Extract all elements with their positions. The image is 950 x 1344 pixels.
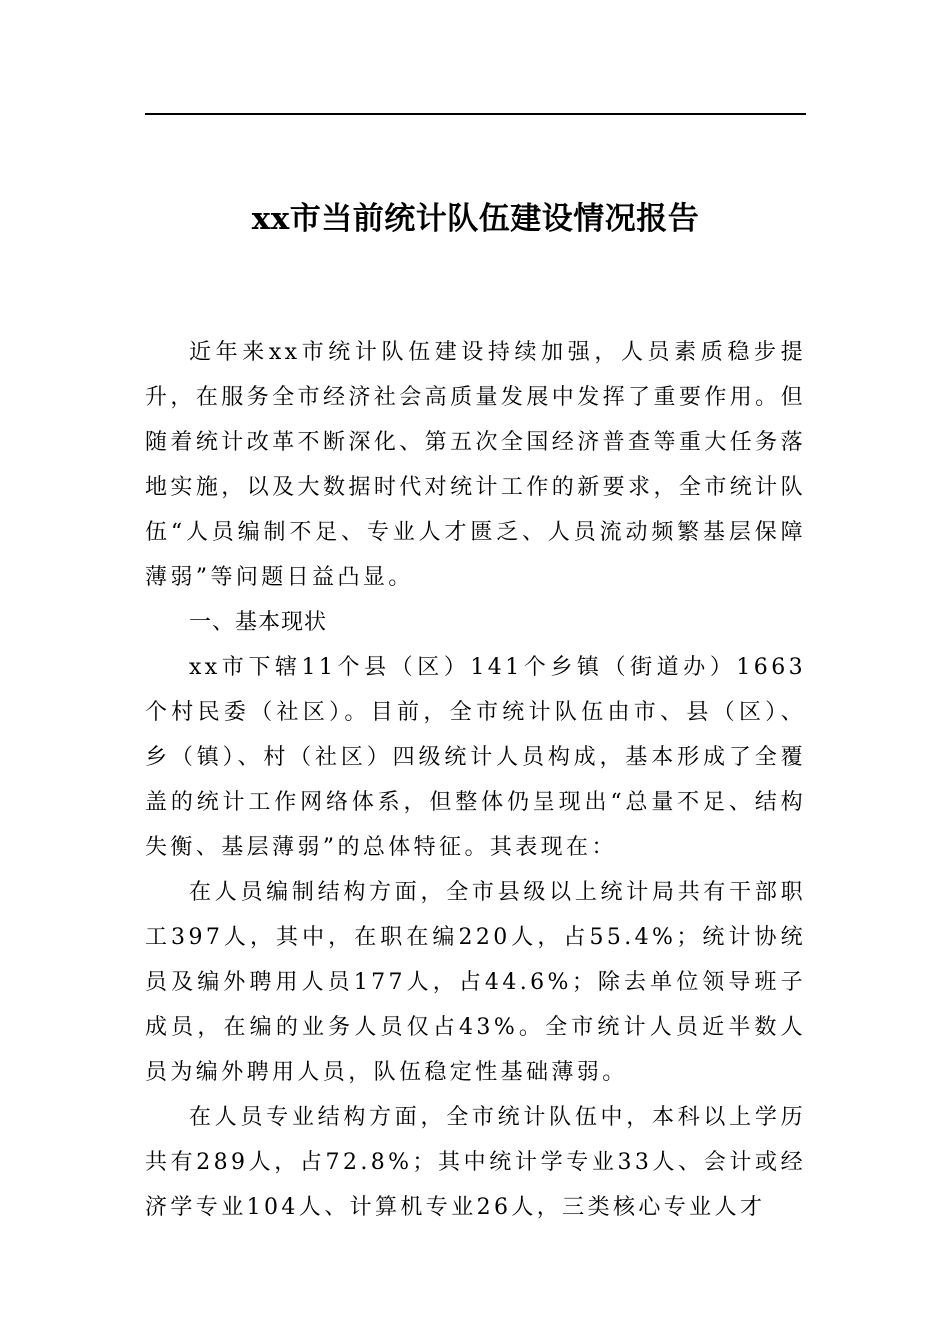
section-heading-basic-status: 一、基本现状 — [189, 610, 328, 635]
paragraph-professional-structure: 在人员专业结构方面，全市统计队伍中，本科以上学历共有289人，占72.8%；其中统计学专业33人、会计或经济学专业104人、计算机专业26人，三类核心专业人才 — [145, 1105, 806, 1220]
document-body — [145, 330, 806, 1230]
intro-paragraph: 近年来xx市统计队伍建设持续加强，人员素质稳步提升，在服务全市经济社会高质量发展中发挥了重要作用。但随着统计改革不断深化、第五次全国经济普查等重大任务落地实施，以及大数据时代对统计工作的新要求，全市统计队伍“人员编制不足、专业人才匮乏、人员流动频繁基层保障薄弱”等问题日益凸显。 — [145, 340, 806, 590]
paragraph-overview: xx市下辖11个县（区）141个乡镇（街道办）1663个村民委（社区）。目前，全市统计队伍由市、县（区）、乡（镇）、村（社区）四级统计人员构成，基本形成了全覆盖的统计工作网络体系，但整体仍呈现出“总量不足、结构失衡、基层薄弱”的总体特征。其表现在： — [145, 655, 806, 860]
header-rule — [145, 113, 806, 115]
document-title: xx市当前统计队伍建设情况报告 — [251, 201, 700, 237]
paragraph-staffing-structure: 在人员编制结构方面，全市县级以上统计局共有干部职工397人，其中，在职在编220人，占55.4%；统计协统员及编外聘用人员177人，占44.6%；除去单位领导班子成员，在编的业务人员仅占43%。全市统计人员近半数人员为编外聘用人员，队伍稳定性基础薄弱。 — [145, 880, 806, 1085]
